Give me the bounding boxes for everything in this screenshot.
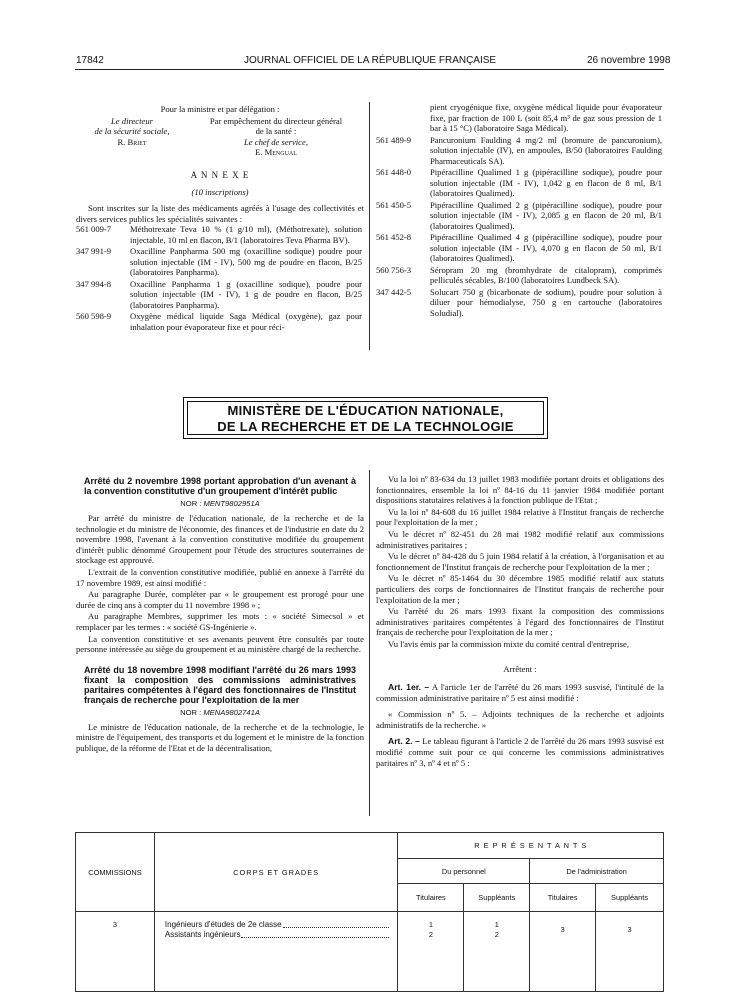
col-de-administration: De l'administration: [530, 859, 664, 884]
left-signatory-name: R. Briet: [117, 136, 147, 147]
entry-text: Méthotrexate Teva 10 % (1 g/10 ml), (Méthotrexate), solution injectable, 10 ml en flacon, B/1 (laboratoires Teva Pharma BV).: [130, 224, 362, 245]
article-1: [376, 682, 664, 703]
right-signatory-line-2: de la santé :: [255, 126, 297, 137]
entry-code: 347 991-9: [76, 246, 112, 257]
entry-code: 347 994-8: [76, 278, 112, 289]
entry-text: Oxacilline Panpharma 1 g (oxacilline sodique), poudre pour solution injectable (IM - IV), 1 g de poudre en flacon, B/25 (laboratoires Panpharma).: [130, 278, 362, 310]
row-grades: [154, 912, 398, 992]
signature-block: [76, 116, 364, 158]
arrete1-title: Arrêté du 2 novembre 1998 portant approbation d'un avenant à la convention constitutive d'un groupement d'intérêt public: [84, 476, 356, 496]
arrete2-paragraph: Le ministre de l'éducation nationale, de la recherche et de la technologie, le ministre de l'équipement, des transports et du logement et le ministre de la fonction publique, de la réforme de l'Etat et de la décentralisation,: [76, 721, 364, 753]
entry-code: 560 598-9: [76, 311, 112, 322]
arrete1-paragraph: Par arrêté du ministre de l'éducation nationale, de la recherche et de la technologie et du ministre de l'économie, des finances et de l'industrie en date du 2 novembre 1998, l'avenant à la convention constitutive modifiée du groupement d'intérêt public dénommé Groupement pour l'étude des structures souterraines de stockage est approuvé.: [76, 513, 364, 566]
entry-continuation: pient cryogénique fixe, oxygène médical liquide pour évaporateur fixe, par fraction de 100 L (soit 85,4 m³ de gaz sous pression de 1 bar à 15 °C) (laboratoire Saga Médical).: [430, 102, 662, 133]
entry-text: Pancuronium Faulding 4 mg/2 ml (bromure de pancuronium), solution injectable (IV), en ampoules, B/50 (laboratoires Faulding Pharmaceuticals SA).: [430, 134, 662, 166]
pers-sup-1: 1: [494, 920, 499, 929]
admin-sup: 3: [596, 912, 664, 992]
page-number: 17842: [76, 55, 104, 66]
article-2: [376, 736, 664, 768]
row-commission: 3: [76, 912, 155, 992]
arrete1-paragraph: Au paragraphe Membres, supprimer les mots : « société Simecsol » et remplacer par les termes : « société GS-Ingénierie ».: [76, 611, 364, 632]
left-signatory-title-2: de la sécurité sociale,: [94, 126, 170, 137]
entry-text: Séropram 20 mg (bromhydrate de citalopram), comprimés pelliculés sécables, B/100 (laboratoires Lundbeck SA).: [430, 264, 662, 285]
left-entry: [76, 311, 364, 332]
right-signatory-name: E. Mengual: [255, 147, 297, 158]
column-divider-top: [369, 102, 370, 350]
right-entry: [376, 287, 664, 319]
right-entries: [376, 135, 664, 319]
right-entry: [376, 232, 664, 264]
left-signatory-title-1: Le directeur: [111, 115, 153, 126]
arrete2-title: Arrêté du 18 novembre 1998 modifiant l'arrêté du 26 mars 1993 fixant la composition des commissions administratives paritaires compétentes à l'égard des fonctionnaires de l'Institut français de recherche pour l'exploitation de la mer: [84, 664, 356, 705]
admin-tit: 3: [530, 912, 596, 992]
article-1-text: A l'article 1er de l'arrêté du 26 mars 1993 susvisé, l'intitulé de la commission administrative paritaire nº 5 est ainsi modifié :: [376, 682, 664, 703]
top-right-column: [376, 102, 664, 319]
entry-code: 347 442-5: [376, 286, 412, 297]
left-entry: [76, 279, 364, 311]
arrete1-paragraph: Au paragraphe Durée, compléter par « le groupement est prorogé pour une durée de cinq ans à compter du 11 novembre 1998 » ;: [76, 589, 364, 610]
entry-code: 561 452-8: [376, 232, 412, 242]
entry-code: 560 756-3: [376, 264, 412, 275]
pers-sup-2: 2: [494, 930, 499, 939]
entry-code: 561 009-7: [76, 224, 112, 235]
col-representants: R E P R É S E N T A N T S: [398, 833, 664, 859]
arrete1-paragraph: La convention constitutive et ses avenants peuvent être consultés par toute personne intéressée au siège du groupement et au ministère chargé de la recherche.: [76, 633, 364, 655]
journal-title: JOURNAL OFFICIEL DE LA RÉPUBLIQUE FRANÇAISE: [244, 55, 497, 66]
visa-paragraph: Vu le décret nº 84-428 du 5 juin 1984 relatif à la création, à l'organisation et au fonctionnement de l'Institut français de recherche pour l'exploitation de la mer ;: [376, 551, 664, 572]
entry-text: Pipéracilline Qualimed 2 g (pipéracilline sodique), poudre pour solution injectable (IM - IV), 2,085 g en flacon de 20 ml, B/1 (laboratoires Qualimed).: [430, 199, 662, 231]
entry-text: Oxygène médical liquide Saga Médical (oxygène), gaz pour inhalation pour évaporateur fixe et pour réci-: [130, 311, 362, 332]
article-1-quote: « Commission nº 5. – Adjoints techniques de la recherche et adjoints administratifs de la recherche. »: [376, 709, 664, 730]
visa-paragraph: Vu la loi nº 84-608 du 16 juillet 1984 relative à l'Institut français de recherche pour l'exploitation de la mer ;: [376, 506, 664, 528]
signature-line: Pour la ministre et par délégation :: [160, 104, 280, 114]
representatives-table: [75, 832, 664, 992]
arrete2-nor: [76, 708, 364, 717]
table-row: [76, 912, 664, 992]
arrete1-nor-code: MENT9802951A: [203, 499, 260, 508]
entry-text: Solucart 750 g (bicarbonate de sodium), poudre pour solution à diluer pour hémodialyse, 750 g en cartouche (laboratoires Soludial).: [430, 286, 662, 318]
right-entry: [376, 135, 664, 167]
page-date: 26 novembre 1998: [587, 55, 671, 66]
right-entry: [376, 265, 664, 286]
col-admin-suppleants: Suppléants: [596, 884, 664, 912]
article-1-label: Art. 1er. –: [388, 682, 430, 693]
visa-paragraph: Vu le décret nº 82-451 du 28 mai 1982 modifié relatif aux commissions administratives paritaires ;: [376, 528, 664, 550]
arrete1-paragraph: L'extrait de la convention constitutive modifiée, publié en annexe à l'arrêté du 17 novembre 1989, est ainsi modifié :: [76, 566, 364, 588]
visas: [376, 474, 664, 650]
arrete2-nor-label: NOR :: [180, 707, 202, 717]
annexe-intro: Sont inscrites sur la liste des médicaments agréés à l'usage des collectivités et divers services publics les spécialités suivantes :: [76, 203, 364, 224]
left-entry: [76, 246, 364, 278]
entry-code: 561 489-9: [376, 134, 412, 145]
annexe-subtitle: (10 inscriptions): [191, 186, 249, 197]
ministry-line-2: DE LA RECHERCHE ET DE LA TECHNOLOGIE: [217, 419, 514, 434]
left-entries: [76, 224, 364, 332]
article-2-text: Le tableau figurant à l'article 2 de l'arrêté du 26 mars 1993 susvisé est modifié comme suit pour ce qui concerne les commissions administratives paritaires nº 3, nº 4 et nº 5 :: [376, 736, 664, 768]
arrete1-nor-label: NOR :: [180, 499, 202, 508]
grade-1: Ingénieurs d'études de 2e classe: [164, 920, 282, 929]
col-commissions: COMMISSIONS: [76, 833, 155, 912]
right-entry: [376, 200, 664, 232]
pers-tit-2: 2: [428, 930, 433, 939]
lower-left-column: [76, 476, 364, 754]
pers-tit-1: 1: [428, 920, 433, 929]
arrete2-nor-code: MENA9802741A: [203, 707, 260, 717]
visa-paragraph: Vu le décret nº 85-1464 du 30 décembre 1985 modifié relatif aux statuts particuliers des corps de fonctionnaires de l'Institut français de recherche pour l'exploitation de la mer ;: [376, 573, 664, 605]
column-divider-bottom: [369, 470, 370, 816]
right-signatory-title: Le chef de service,: [244, 136, 308, 147]
right-signatory-line-1: Par empêchement du directeur général: [209, 115, 343, 126]
entry-text: Oxacilline Panpharma 500 mg (oxacilline sodique) poudre pour solution injectable (IM - IV), 500 mg de poudre en flacon, B/25 (laboratoires Panpharma).: [130, 246, 362, 278]
visa-paragraph: Vu l'avis émis par la commission mixte du comité central d'entreprise,: [388, 638, 629, 649]
col-pers-suppleants: Suppléants: [464, 884, 530, 912]
entry-text: Pipéracilline Qualimed 1 g (pipéracilline sodique), poudre pour solution injectable (IM - IV), 1,042 g en flacon de 8 ml, B/1 (laboratoires Qualimed).: [430, 167, 662, 198]
top-left-column: [76, 104, 364, 333]
visa-paragraph: Vu l'arrêté du 26 mars 1993 fixant la composition des commissions administratives paritaires compétentes à l'égard des fonctionnaires de l'Institut français de recherche pour l'exploitation de la mer ;: [376, 606, 664, 638]
col-du-personnel: Du personnel: [398, 859, 530, 884]
entry-code: 561 450-5: [376, 199, 412, 210]
article-2-label: Art. 2. –: [388, 736, 420, 747]
visa-paragraph: Vu la loi nº 83-634 du 13 juillet 1983 modifiée portant droits et obligations des fonctionnaires, ensemble la loi nº 84-16 du 11 janvier 1984 modifiée portant dispositions statutaires relatives à la fonction publique de l'Etat ;: [376, 474, 664, 506]
ministry-box: [183, 397, 548, 439]
col-corps-grades: CORPS ET GRADES: [154, 833, 398, 912]
entry-text: Pipéracilline Qualimed 4 g (pipéracilline sodique), poudre pour solution injectable (IM - IV), 4,070 g en flacon de 50 ml, B/1 (laboratoires Qualimed).: [430, 232, 662, 263]
right-entry: [376, 167, 664, 199]
ministry-line-1: MINISTÈRE DE L'ÉDUCATION NATIONALE,: [227, 403, 504, 418]
header-rule: [75, 69, 664, 70]
col-admin-titulaires: Titulaires: [530, 884, 596, 912]
annexe-title: A N N E X E: [190, 169, 250, 180]
col-pers-titulaires: Titulaires: [398, 884, 464, 912]
lower-right-column: [376, 474, 664, 768]
left-entry: [76, 224, 364, 245]
arrete1-nor: [76, 499, 364, 508]
arrete1-body: [76, 513, 364, 655]
arretent: Arrêtent :: [503, 663, 537, 674]
entry-code: 561 448-0: [376, 167, 412, 177]
grade-2: Assistants ingénieurs: [164, 930, 241, 939]
